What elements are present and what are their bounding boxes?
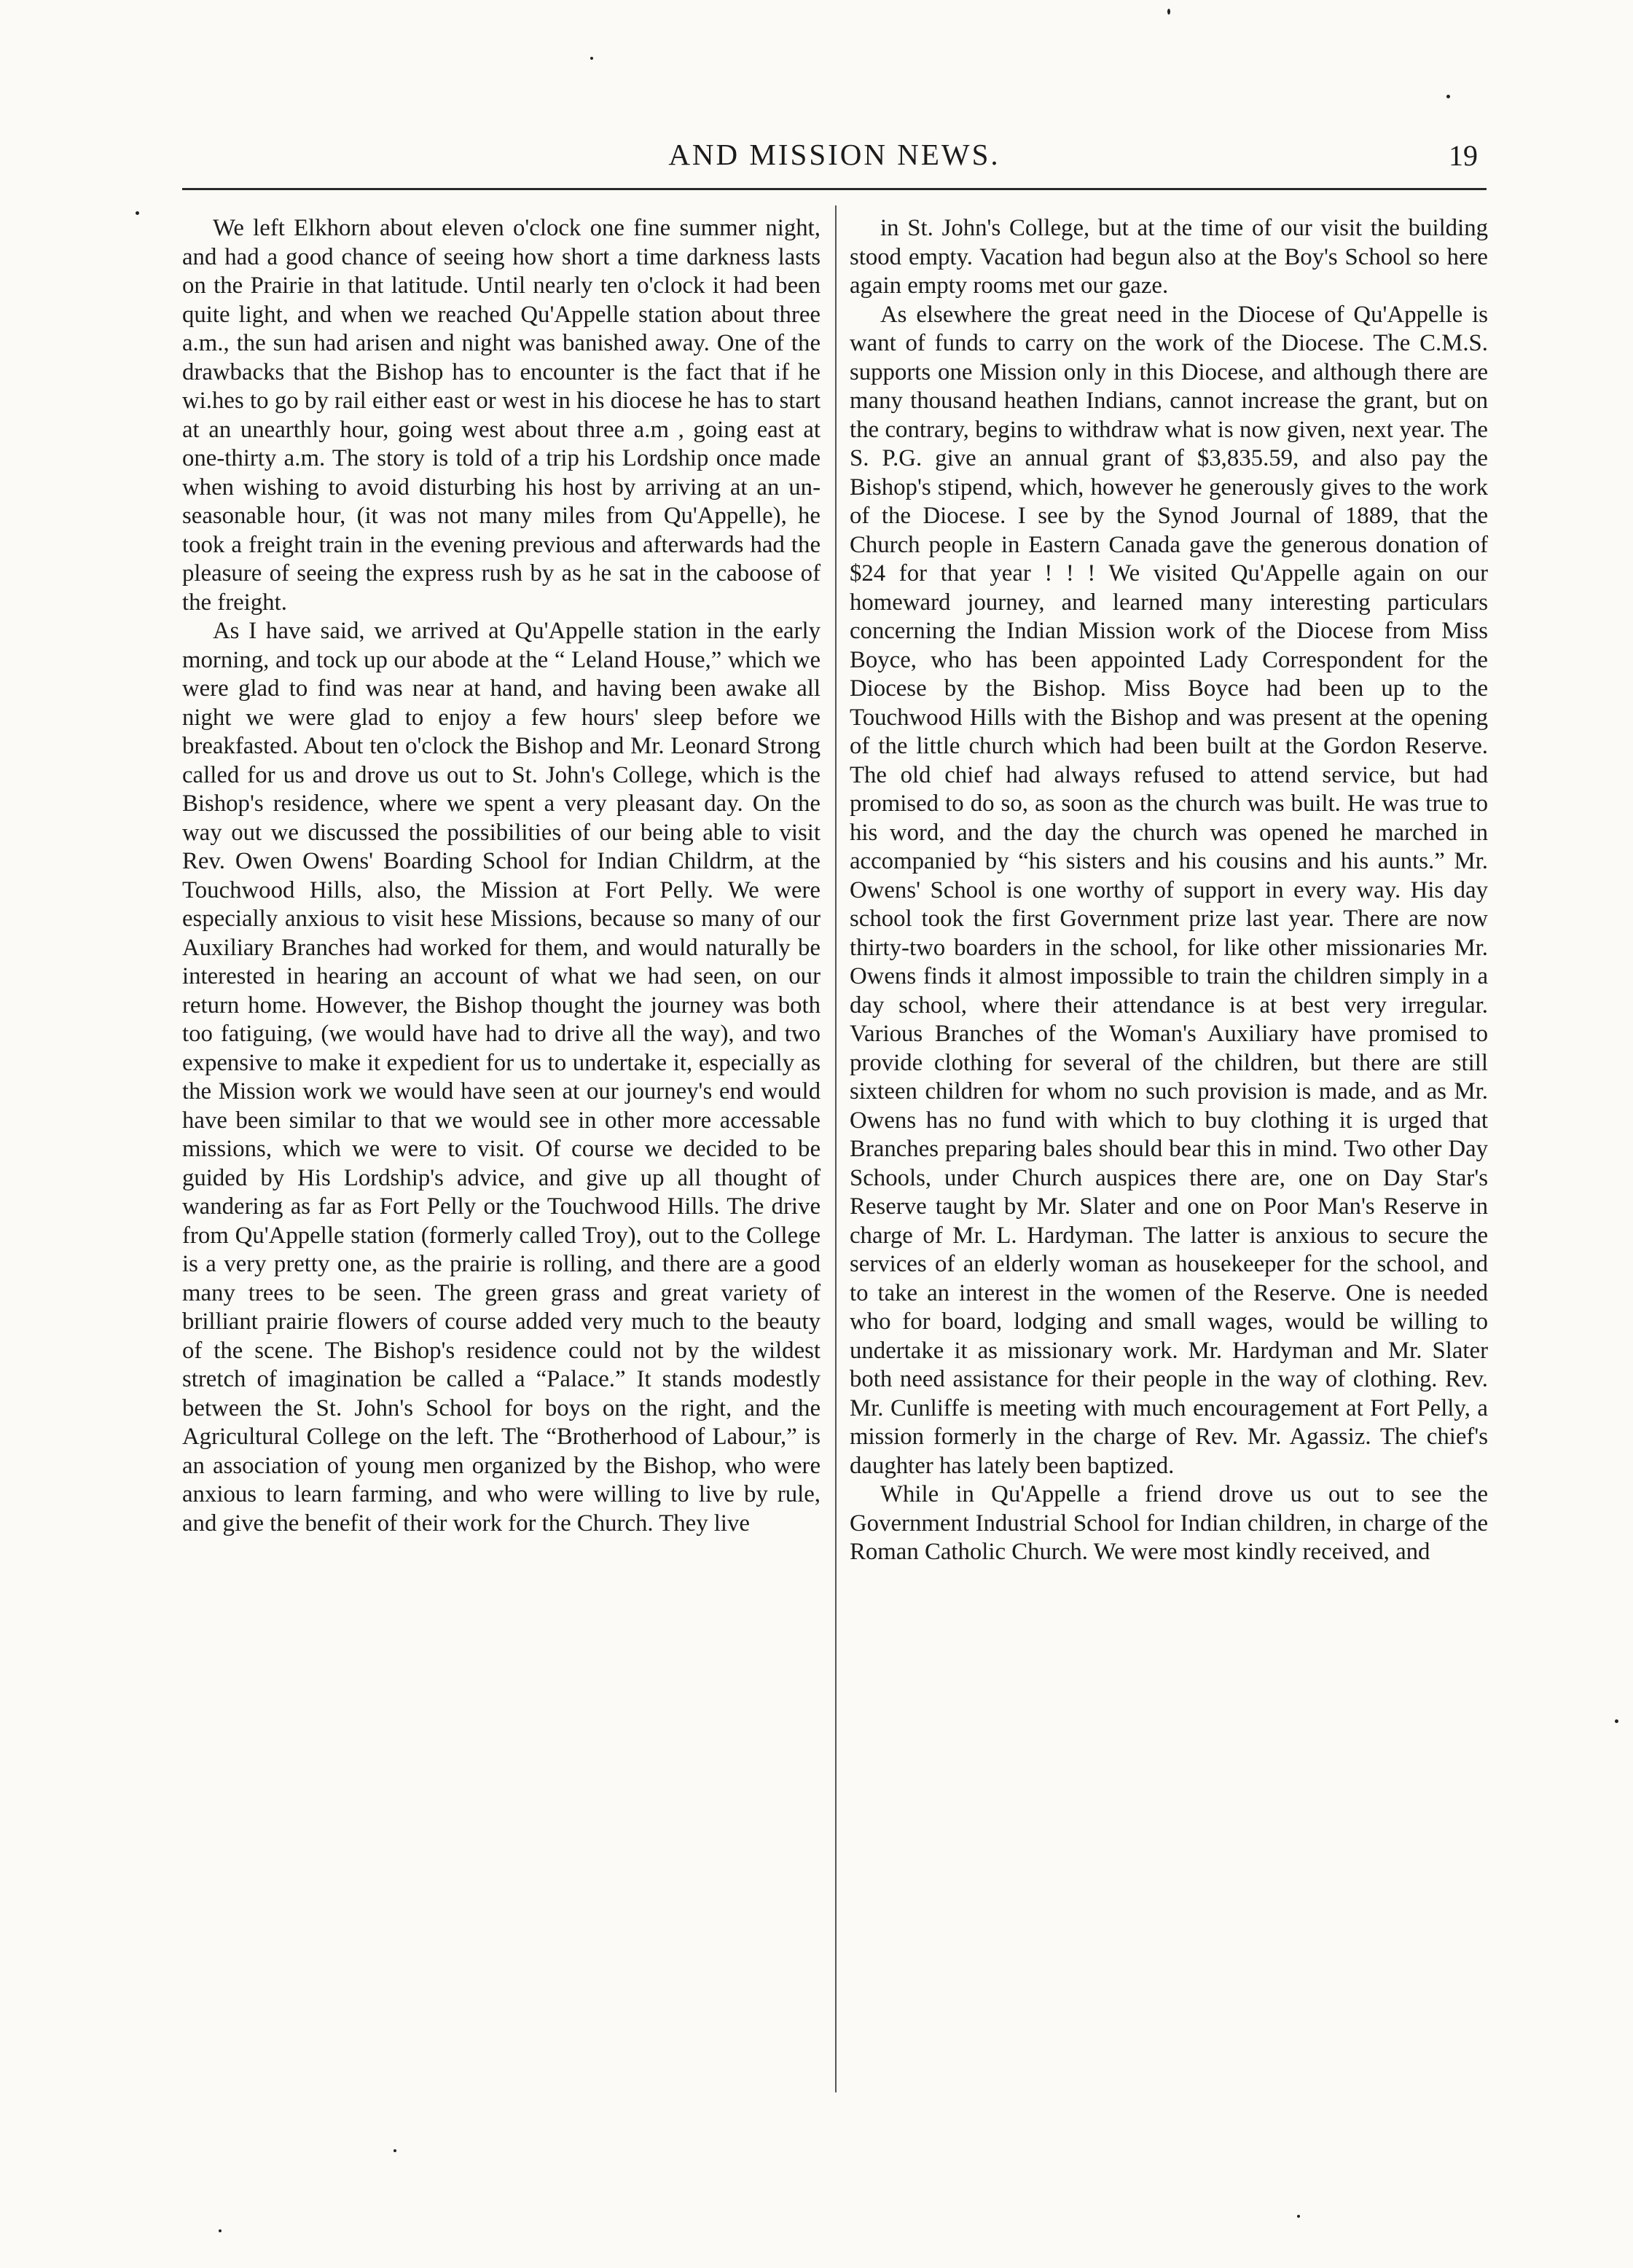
paragraph: in St. John's College, but at the time of our visit the building stood empty. Vacation had begun also at the Boy's School so here again empty rooms met our gaze. <box>850 215 1488 299</box>
scan-speck <box>1297 2215 1300 2218</box>
paragraph: As I have said, we arrived at Qu'Appelle station in the early morning, and tock up our abode at the “ Leland House,” which we were glad to find was near at hand, and having been awake all night we were glad to enjoy a few hours' sleep before we breakfasted. About ten o'clock the Bishop and Mr. Leonard Strong called for us and drove us out to St. John's College, which is the Bishop's residence, where we spent a very pleasant day. On the way out we discussed the possibilities of our being able to visit Rev. Owen Owens' Boarding School for Indian Childrm, at the Touchwood Hills, also, the Mission at Fort Pelly. We were especially anxious to visit hese Missions, because so many of our Auxiliary Branches had worked for them, and would naturally be interested in hearing an account of what we had seen, on our return home. However, the Bishop thought the journey was both too fatiguing, (we would have had to drive all the way), and two expensive to make it expedient for us to undertake it, especially as the Mission work we would have seen at our journey's end would have been similar to that we would see in other more accessable missions, which we were to visit. Of course we decided to be guided by His Lordship's advice, and give up all thought of wandering as far as Fort Pelly or the Touchwood Hills. The drive from Qu'Appelle station (formerly called Troy), out to the College is a very pretty one, as the prairie is rolling, and there are a good many trees to be seen. The green grass and great variety of brilliant prairie flowers of course added very much to the beauty of the scene. The Bishop's residence could not by the wildest stretch of imagination be called a “Palace.” It stands modestly between the St. John's School for boys on the right, and the Agricultural College on the left. The “Brotherhood of Labour,” is an association of young men organized by the Bishop, who were anxious to learn farming, and who were willing to live by rule, and give the benefit of their work for the Church. They live <box>182 618 821 1537</box>
left-column <box>182 214 821 2123</box>
scan-speck <box>393 2149 396 2152</box>
scan-speck <box>590 57 593 60</box>
scan-speck <box>1446 95 1450 98</box>
scan-speck <box>1167 9 1170 15</box>
paragraph: As elsewhere the great need in the Diocese of Qu'Appelle is want of funds to carry on the work of the Diocese. The C.M.S. supports one Mission only in this Diocese, and although there are many thousand heathen Indians, cannot increase the grant, but on the contrary, begins to withdraw what is now given, next year. The S. P.G. give an annual grant of $3,835.59, and also pay the Bishop's stipend, which, however he generously gives to the work of the Diocese. I see by the Synod Journal of 1889, that the Church people in Eastern Canada gave the generous donation of $24 for that year ! ! ! We visited Qu'Appelle again on our homeward journey, and learned many interesting particulars concerning the Indian Mission work of the Diocese from Miss Boyce, who has been appointed Lady Correspondent for the Diocese by the Bishop. Miss Boyce had been up to the Touchwood Hills with the Bishop and was present at the opening of the little church which had been built at the Gordon Reserve. The old chief had always refused to attend service, but had promised to do so, as soon as the church was built. He was true to his word, and the day the church was opened he marched in accompanied by “his sisters and his cousins and his aunts.” Mr. Owens' School is one worthy of support in every way. His day school took the first Government prize last year. There are now thirty-two boarders in the school, for like other missionaries Mr. Owens finds it almost impossible to train the children simply in a day school, where their attendance is at best very irregular. Various Branches of the Woman's Auxiliary have promised to provide clothing for several of the children, but there are still sixteen children for whom no such provision is made, and as Mr. Owens has no fund with which to buy clothing it is urged that Branches preparing bales should bear this in mind. Two other Day Schools, under Church auspices there are, one on Day Star's Reserve taught by Mr. Slater and one on Poor Man's Reserve in charge of Mr. L. Hardyman. The latter is anxious to secure the services of an elderly woman as housekeeper for the school, and to take an interest in the women of the Reserve. One is needed who for board, lodging and small wages, would be willing to undertake it as missionary work. Mr. Hardyman and Mr. Slater both need assistance for their people in the way of clothing. Rev. Mr. Cunliffe is meeting with much encouragement at Fort Pelly, a mission formerly in the charge of Rev. Mr. Agassiz. The chief's daughter has lately been baptized. <box>850 301 1488 1479</box>
header-rule <box>182 188 1487 190</box>
page-number: 19 <box>1449 139 1478 172</box>
scan-speck <box>219 2229 222 2232</box>
running-title: AND MISSION NEWS. <box>668 138 1000 171</box>
scan-speck <box>136 211 139 215</box>
page-header <box>182 137 1487 188</box>
scan-speck <box>1615 1719 1618 1723</box>
paragraph: While in Qu'Appelle a friend drove us out to see the Government Industrial School for Indian children, in charge of the Roman Catholic Church. We were most kindly received, and <box>850 1481 1488 1565</box>
paragraph: We left Elkhorn about eleven o'clock one fine summer night, and had a good chance of seeing how short a time darkness lasts on the Prairie in that latitude. Until nearly ten o'clock it had been quite light, and when we reached Qu'Appelle station about three a.m., the sun had arisen and night was banished away. One of the drawbacks that the Bishop has to encounter is the fact that if he wi.hes to go by rail either east or west in his diocese he has to start at an unearthly hour, going west about three a.m , going east at one-thirty a.m. The story is told of a trip his Lordship once made when wishing to avoid disturbing his host by arriving at an unseasonable hour, (it was not many miles from Qu'Appelle), he took a freight train in the evening previous and afterwards had the pleasure of seeing the express rush by as he sat in the caboose of the freight. <box>182 215 821 616</box>
right-column <box>850 214 1488 2123</box>
column-divider <box>835 205 837 2092</box>
